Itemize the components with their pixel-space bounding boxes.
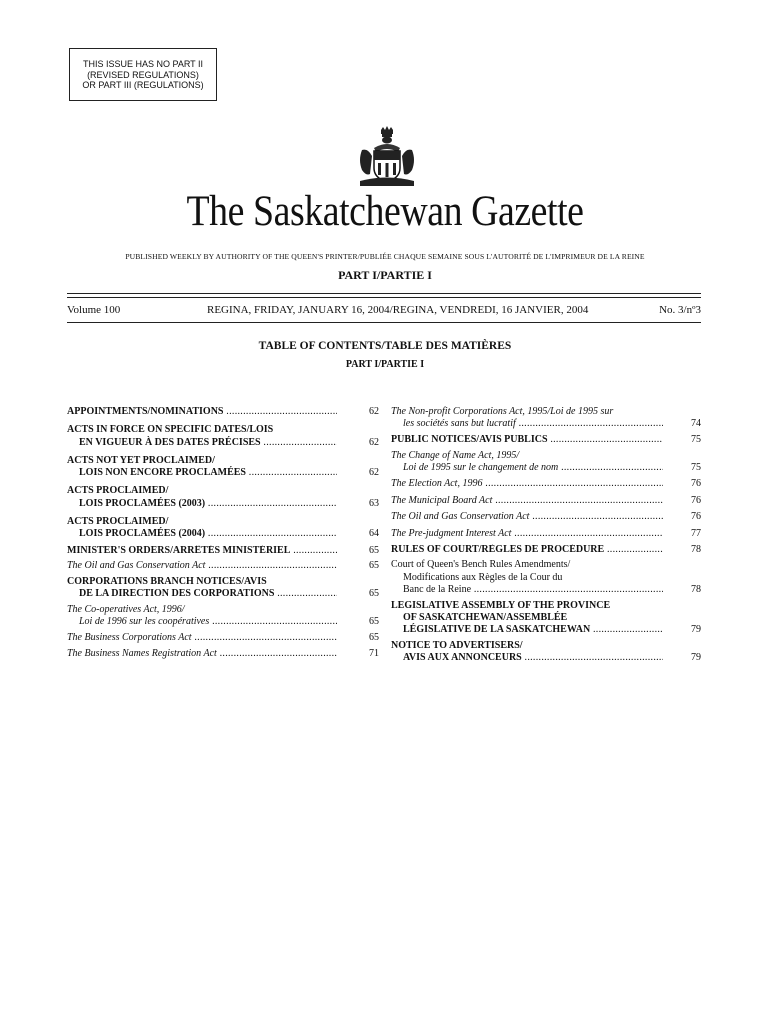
toc-entry-text: LÉGISLATIVE DE LA SASKATCHEWAN ..... — [391, 624, 663, 636]
toc-entry-text: LOIS PROCLAMÉES (2004) ..... — [67, 528, 333, 540]
toc-entry-text: The Business Names Registration Act ..... — [67, 648, 333, 660]
toc-entry[interactable] — [391, 640, 701, 665]
divider — [67, 297, 701, 298]
toc-entry-text: The Change of Name Act, 1995/ — [391, 449, 520, 461]
toc-entry[interactable] — [391, 528, 701, 540]
toc-page-number: 62 — [369, 406, 379, 417]
toc-entry[interactable] — [67, 424, 379, 449]
page-title: The Saskatchewan Gazette — [186, 188, 584, 235]
toc-entry-text: The Pre-judgment Interest Act ..... — [391, 528, 663, 540]
toc-entry[interactable] — [391, 450, 701, 475]
toc-entry[interactable] — [67, 516, 379, 541]
toc-entry-text: DE LA DIRECTION DES CORPORATIONS ..... — [67, 588, 333, 600]
toc-page-number: 62 — [369, 436, 379, 448]
toc-title: TABLE OF CONTENTS/TABLE DES MATIÈRES — [258, 340, 512, 352]
toc-entry[interactable] — [391, 434, 701, 446]
toc-entry-text: les sociétés sans but lucratif ..... — [391, 418, 663, 430]
toc-entry-text: OF SASKATCHEWAN/ASSEMBLÉE — [403, 611, 568, 623]
part-heading: PART I/PARTIE I — [338, 268, 432, 282]
toc-page-number: 74 — [691, 418, 701, 430]
toc-entry-text: Modifications aux Règles de la Cour du — [403, 571, 563, 583]
toc-entry-text: The Non-profit Corporations Act, 1995/Loi de 1995 sur — [391, 406, 614, 417]
toc-entry-text: ACTS PROCLAIMED/ — [67, 485, 169, 497]
toc-entry-text: Banc de la Reine ..... — [391, 584, 663, 596]
toc-page-number: 78 — [691, 543, 701, 555]
toc-page-number: 63 — [369, 497, 379, 509]
notice-line: THIS ISSUE HAS NO PART II — [82, 59, 204, 69]
toc-entry[interactable] — [391, 544, 701, 556]
toc-entry-text: CORPORATIONS BRANCH NOTICES/AVIS — [67, 576, 267, 588]
toc-right-column — [391, 406, 701, 668]
divider — [67, 293, 701, 294]
toc-page-number: 65 — [369, 544, 379, 556]
toc-entry-text: The Oil and Gas Conservation Act ..... — [67, 560, 333, 572]
toc-page-number: 64 — [369, 528, 379, 540]
coat-of-arms-icon — [356, 126, 418, 188]
toc-entry-text: MINISTER'S ORDERS/ARRÊTÉS MINISTÉRIEL ..... — [67, 545, 333, 557]
toc-entry-text: The Oil and Gas Conservation Act ..... — [391, 511, 663, 523]
toc-page-number: 77 — [691, 527, 701, 539]
toc-entry-text: PUBLIC NOTICES/AVIS PUBLICS ..... — [391, 434, 663, 446]
toc-entry-text: NOTICE TO ADVERTISERS/ — [391, 639, 523, 651]
toc-entry-text: The Co-operatives Act, 1996/ — [67, 604, 185, 616]
toc-entry-text: The Business Corporations Act ..... — [67, 632, 333, 644]
toc-entry-text: The Municipal Board Act ..... — [391, 495, 663, 507]
toc-entry[interactable] — [391, 406, 701, 431]
toc-entry-text: ACTS IN FORCE ON SPECIFIC DATES/LOIS — [67, 424, 274, 436]
toc-entry[interactable] — [67, 545, 379, 557]
toc-page-number: 76 — [691, 510, 701, 522]
toc-left-column — [67, 406, 379, 663]
toc-page-number: 71 — [369, 647, 379, 659]
toc-entry[interactable] — [67, 406, 379, 418]
toc-entry-text: RULES OF COURT/RÈGLES DE PROCÉDURE ..... — [391, 544, 663, 556]
toc-page-number: 62 — [369, 467, 379, 479]
divider — [67, 322, 701, 323]
toc-entry[interactable] — [67, 455, 379, 480]
toc-entry-text: Loi de 1996 sur les coopératives ..... — [67, 616, 333, 628]
toc-entry[interactable] — [391, 478, 701, 490]
toc-entry[interactable] — [391, 559, 701, 596]
toc-entry[interactable] — [391, 600, 701, 637]
toc-page-number: 65 — [369, 632, 379, 644]
notice-box — [69, 48, 217, 101]
toc-page-number: 79 — [691, 624, 701, 636]
publication-subtitle: PUBLISHED WEEKLY BY AUTHORITY OF THE QUEEN'S PRINTER/PUBLIÉE CHAQUE SEMAINE SOUS L'AUTORITÉ DE L'IMPRIMEUR DE LA REINE — [125, 252, 645, 261]
notice-line: (REVISED REGULATIONS) — [87, 69, 199, 80]
toc-page-number: 76 — [691, 477, 701, 489]
toc-entry-text: LEGISLATIVE ASSEMBLY OF THE PROVINCE — [391, 599, 611, 611]
issue-date: REGINA, FRIDAY, JANUARY 16, 2004/REGINA, VENDREDI, 16 JANVIER, 2004 — [207, 304, 589, 316]
volume-label: Volume 100 — [67, 304, 121, 316]
toc-entry[interactable] — [391, 495, 701, 507]
toc-page-number: 79 — [691, 652, 701, 664]
toc-page-number: 65 — [369, 588, 379, 600]
toc-entry[interactable] — [67, 648, 379, 660]
toc-entry-text: APPOINTMENTS/NOMINATIONS ..... — [67, 406, 333, 418]
toc-page-number: 78 — [691, 583, 701, 595]
toc-entry-text: Court of Queen's Bench Rules Amendments/ — [391, 559, 571, 571]
toc-page-number: 65 — [369, 616, 379, 628]
toc-entry-text: ACTS PROCLAIMED/ — [67, 516, 169, 528]
notice-line: OR PART III (REGULATIONS) — [82, 80, 204, 90]
toc-part: PART I/PARTIE I — [345, 359, 425, 370]
issue-number: No. 3/nº3 — [659, 304, 701, 316]
toc-entry-text: Loi de 1995 sur le changement de nom ..... — [391, 462, 663, 474]
toc-entry-text: The Election Act, 1996 ..... — [391, 478, 663, 490]
toc-entry-text: LOIS NON ENCORE PROCLAMÉES ..... — [67, 467, 333, 479]
toc-page-number: 75 — [691, 433, 701, 445]
toc-entry-text: AVIS AUX ANNONCEURS ..... — [391, 652, 663, 664]
toc-entry[interactable] — [67, 485, 379, 510]
toc-entry[interactable] — [67, 632, 379, 644]
toc-entry[interactable] — [67, 576, 379, 601]
toc-page-number: 76 — [691, 494, 701, 506]
toc-entry-text: EN VIGUEUR À DES DATES PRÉCISES ..... — [67, 437, 333, 449]
toc-entry[interactable] — [391, 511, 701, 523]
toc-entry-text: LOIS PROCLAMÉES (2003) ..... — [67, 498, 333, 510]
toc-entry[interactable] — [67, 604, 379, 629]
toc-page-number: 65 — [369, 560, 379, 572]
toc-entry[interactable] — [67, 560, 379, 572]
toc-page-number: 75 — [691, 461, 701, 473]
toc-entry-text: ACTS NOT YET PROCLAIMED/ — [67, 454, 215, 466]
issue-info-row — [67, 304, 701, 316]
